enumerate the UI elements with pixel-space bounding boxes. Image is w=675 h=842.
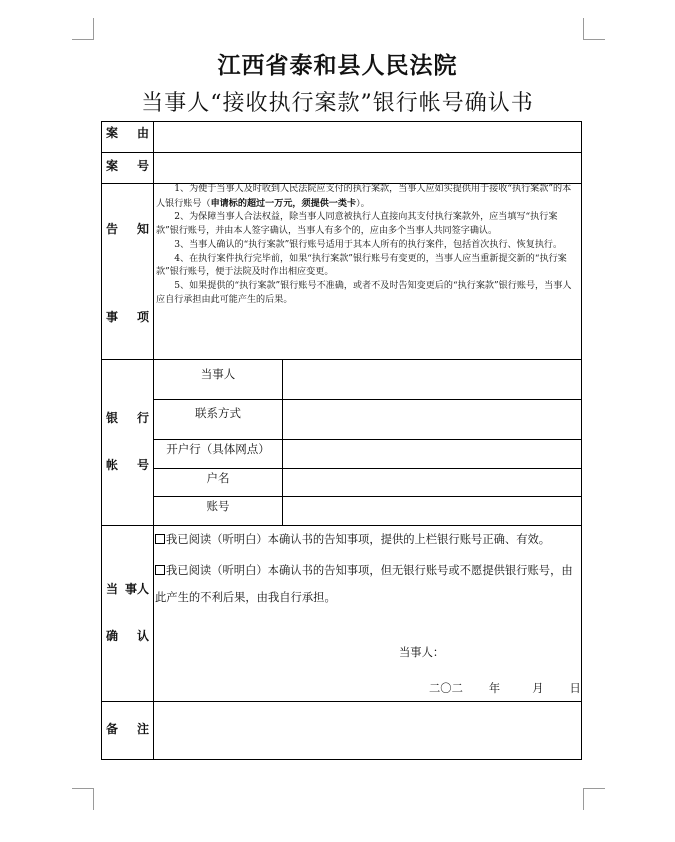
bank-label-bottom: 帐 号 [106,458,149,472]
case-number-label: 案 号 [106,159,149,173]
party-name-label: 当事人 [200,367,236,381]
notice-label-bottom: 事 项 [106,310,149,324]
notice-item-1: 1、为便于当事人及时收到人民法院应支付的执行案款，当事人应如实提供用于接收“执行案款”的本人银行账号（申请标的超过一万元，须提供一类卡）。 [156,184,572,209]
option-has-account: 我已阅读（听明白）本确认书的告知事项，提供的上栏银行账号正确、有效。 [155,526,581,553]
confirmation-form [101,121,582,760]
crop-mark-top-right [583,18,605,40]
crop-mark-top-left [72,18,94,40]
bank-row-divider [154,468,581,469]
bank-branch-label: 开户行（具体网点） [166,442,270,456]
bank-value-divider [282,360,283,525]
notice-item-4: 4、在执行案件执行完毕前，如果“执行案款”银行账号有变更的，当事人应当重新提交新的“执行案款”银行账号，便于法院及时作出相应变更。 [156,253,567,278]
notice-label-top: 告 知 [106,222,149,236]
checkbox-no-account[interactable] [155,565,165,575]
bank-label-top: 银 行 [106,411,149,425]
account-name-label: 户名 [206,471,230,485]
case-reason-label: 案 由 [106,126,149,140]
option-no-account: 我已阅读（听明白）本确认书的告知事项，但无银行账号或不愿提供银行账号，由此产生的不利后果，由我自行承担。 [155,564,573,604]
account-number-label: 账号 [206,499,230,513]
court-name: 江西省泰和县人民法院 [217,53,458,79]
contact-label: 联系方式 [195,406,241,420]
crop-mark-bottom-right [583,788,605,810]
row-divider [102,152,581,153]
signature-date: 二〇二 年 月 日 [429,682,581,695]
notice-text [154,183,581,307]
bank-row-divider [154,496,581,497]
bank-row-divider [154,399,581,400]
document-title: 当事人“接收执行案款”银行帐号确认书 [141,91,534,116]
notice-item-5: 5、如果提供的“执行案款”银行账号不准确，或者不及时告知变更后的“执行案款”银行账号，当事人应自行承担由此可能产生的后果。 [156,280,572,305]
notice-item-3: 3、当事人确认的“执行案款”银行账号适用于其本人所有的执行案件，包括首次执行、恢复执行。 [174,239,563,250]
row-divider [102,359,581,360]
party-confirm-label-bottom: 确 认 [106,629,149,643]
crop-mark-bottom-left [72,788,94,810]
remarks-label: 备 注 [106,722,149,736]
row-divider [102,701,581,702]
confirmation-options [154,526,581,611]
party-confirm-label-top: 当 事人 [106,582,149,596]
checkbox-has-account[interactable] [155,534,165,544]
signature-label: 当事人： [399,646,445,659]
notice-item-2: 2、为保障当事人合法权益，除当事人同意被执行人直接向其支付执行案款外，应当填写“执行案款”银行账号，并由本人签字确认，当事人有多个的，应由多个当事人共同签字确认。 [156,212,558,237]
bank-row-divider [154,439,581,440]
